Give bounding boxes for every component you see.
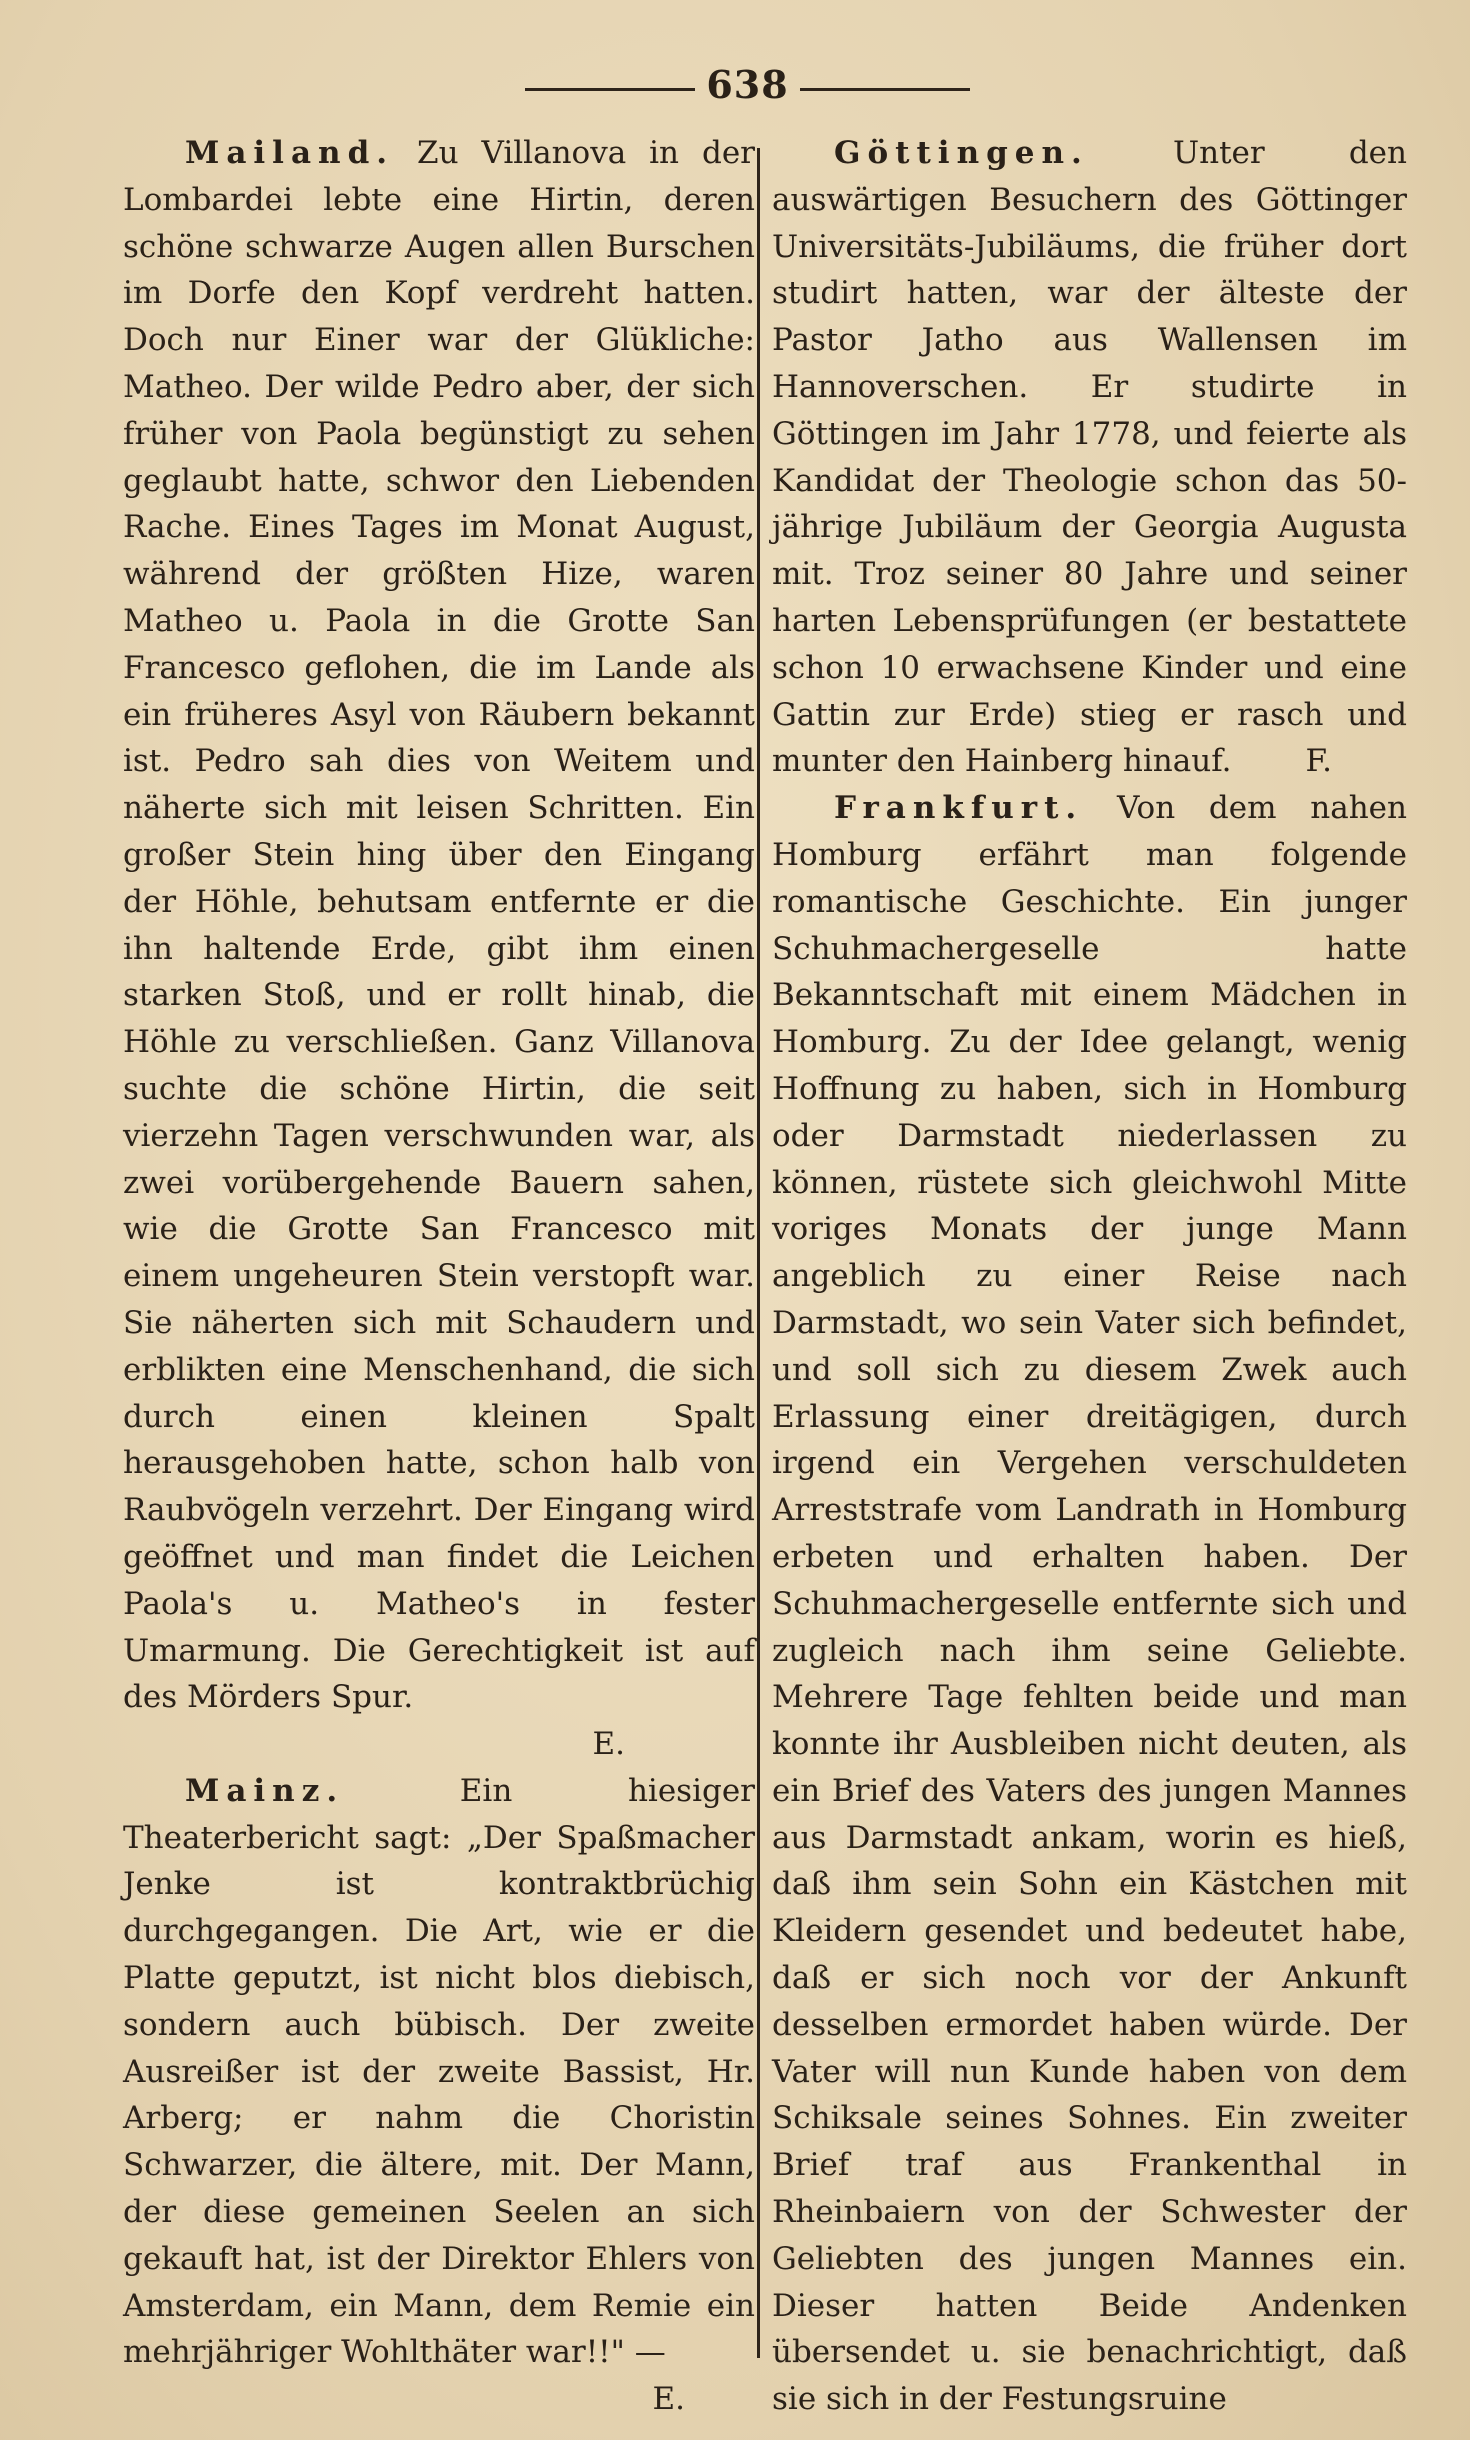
article-place: Göttingen. xyxy=(834,135,1089,171)
left-column xyxy=(123,130,755,2423)
article-text: Unter den auswärtigen Besuchern des Göttinger Universitäts-Jubiläums, die früher dort studirt hatten, war der älteste der Pastor Jatho aus Wallensen im Hannoverschen. Er studirte in Göttingen im Jahr 1778, und feierte als Kandidat der Theologie schon das 50-jährige Jubiläum der Georgia Augusta mit. Troz seiner 80 Jahre und seiner harten Lebensprüfungen (er bestattete schon 10 erwachsene Kinder und eine Gattin zur Erde) stieg er rasch und munter den Hainberg hinauf. xyxy=(772,135,1407,780)
header-rule-left xyxy=(525,88,695,91)
page-header xyxy=(0,58,1470,118)
article-place: Mailand. xyxy=(185,135,395,171)
article-frankfurt xyxy=(772,785,1407,2423)
article-text: Von dem nahen Homburg erfährt man folgende romantische Geschichte. Ein junger Schuhmachergeselle hatte Bekanntschaft mit einem Mädchen in Homburg. Zu der Idee gelangt, wenig Hoffnung zu haben, sich in Homburg oder Darmstadt niederlassen zu können, rüstete sich gleichwohl Mitte voriges Monats der junge Mann angeblich zu einer Reise nach Darmstadt, wo sein Vater sich befindet, und soll sich zu diesem Zwek auch Erlassung einer dreitägigen, durch irgend ein Vergehen verschuldeten Arreststrafe vom Landrath in Homburg erbeten und erhalten haben. Der Schuhmachergeselle entfernte sich und zugleich nach ihm seine Geliebte. Mehrere Tage fehlten beide und man konnte ihr Ausbleiben nicht deuten, als ein Brief des Vaters des jungen Mannes aus Darmstadt ankam, worin es hieß, daß ihm sein Sohn ein Kästchen mit Kleidern gesendet und bedeutet habe, daß er sich noch vor der Ankunft desselben ermordet haben würde. Der Vater will nun Kunde haben von dem Schiksale seines Sohnes. Ein zweiter Brief traf aus Frankenthal in Rheinbaiern von der Schwester der Geliebten des jungen Mannes ein. Dieser hatten Beide Andenken übersendet u. sie benachrichtigt, daß sie sich in der Festungsruine xyxy=(772,790,1407,2418)
article-mailand xyxy=(123,130,755,1721)
article-goettingen xyxy=(772,130,1407,785)
article-text: Zu Villanova in der Lombardei lebte eine Hirtin, deren schöne schwarze Augen allen Burschen im Dorfe den Kopf verdreht hatten. Doch nur Einer war der Glükliche: Matheo. Der wilde Pedro aber, der sich früher von Paola begünstigt zu sehen geglaubt hatte, schwor den Liebenden Rache. Eines Tages im Monat August, während der größten Hize, waren Matheo u. Paola in die Grotte San Francesco geflohen, die im Lande als ein früheres Asyl von Räubern bekannt ist. Pedro sah dies von Weitem und näherte sich mit leisen Schritten. Ein großer Stein hing über den Eingang der Höhle, behutsam entfernte er die ihn haltende Erde, gibt ihm einen starken Stoß, und er rollt hinab, die Höhle zu verschließen. Ganz Villanova suchte die schöne Hirtin, die seit vierzehn Tagen verschwunden war, als zwei vorübergehende Bauern sahen, wie die Grotte San Francesco mit einem ungeheuren Stein verstopft war. Sie näherten sich mit Schaudern und erblikten eine Menschenhand, die sich durch einen kleinen Spalt herausgehoben hatte, schon halb von Raubvögeln verzehrt. Der Eingang wird geöffnet und man findet die Leichen Paola's u. Matheo's in fester Umarmung. Die Gerechtigkeit ist auf des Mörders Spur. xyxy=(123,135,755,1716)
article-text: Ein hiesiger Theaterbericht sagt: „Der Spaßmacher Jenke ist kontraktbrüchig durchgegangen. Die Art, wie er die Platte geputzt, ist nicht blos diebisch, sondern auch bübisch. Der zweite Ausreißer ist der zweite Bassist, Hr. Arberg; er nahm die Choristin Schwarzer, die ältere, mit. Der Mann, der diese gemeinen Seelen an sich gekauft hat, ist der Direktor Ehlers von Amsterdam, ein Mann, dem Remie ein mehrjähriger Wohlthäter war!!" — xyxy=(123,1772,755,2371)
right-column xyxy=(772,130,1407,2423)
article-signature: E. xyxy=(652,2381,685,2418)
article-signature: F. xyxy=(1305,743,1332,780)
article-signature: E. xyxy=(592,1726,625,1763)
page-number: 638 xyxy=(706,62,789,107)
header-rule-right xyxy=(800,88,970,91)
article-mainz xyxy=(123,1768,755,2418)
article-place: Mainz. xyxy=(185,1772,345,1809)
article-place: Frankfurt. xyxy=(834,790,1084,827)
column-divider xyxy=(757,148,760,2358)
